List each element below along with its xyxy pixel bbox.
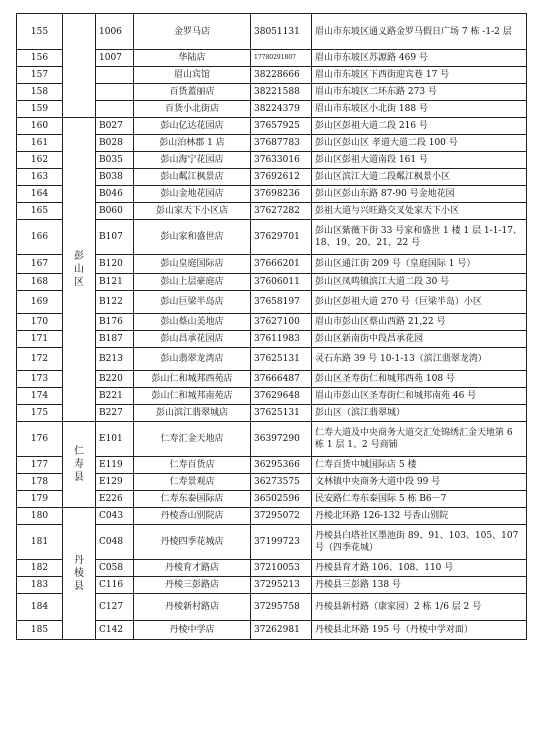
store-address: 丹棱北环路 126-132 号香山别院	[312, 508, 527, 525]
row-number: 172	[17, 348, 63, 371]
store-phone: 37210053	[251, 560, 312, 577]
row-number: 181	[17, 525, 63, 560]
store-name: 彭山家天下小区店	[134, 203, 251, 220]
store-phone: 37629648	[251, 388, 312, 405]
row-number: 162	[17, 152, 63, 169]
row-number: 157	[17, 67, 63, 84]
store-phone: 38228666	[251, 67, 312, 84]
store-name: 彭山亿达花园店	[134, 118, 251, 135]
row-number: 166	[17, 220, 63, 255]
store-address: 彭山区彭祖大道二段 216 号	[312, 118, 527, 135]
store-phone: 38051131	[251, 14, 312, 50]
row-number: 180	[17, 508, 63, 525]
store-address: 彭山区圣寿街仁和城邦西苑 108 号	[312, 371, 527, 388]
table-row	[17, 14, 527, 50]
row-number: 182	[17, 560, 63, 577]
store-address: 彭山区彭山东路 87-90 号金地花园	[312, 186, 527, 203]
row-number: 177	[17, 457, 63, 474]
store-phone: 37657925	[251, 118, 312, 135]
store-code: B046	[96, 186, 134, 203]
store-phone: 37611983	[251, 331, 312, 348]
store-phone: 37199723	[251, 525, 312, 560]
store-address: 彭山区通江街 209 号（皇庭国际 1 号）	[312, 255, 527, 274]
store-list-table	[16, 13, 526, 640]
store-address: 彭山区紫薇下街 33 号家和盛世 1 楼 1 层 1-1-17、18、19、20、21、22 号	[312, 220, 527, 255]
row-number: 156	[17, 50, 63, 67]
store-name: 彭山仁和城邦南苑店	[134, 388, 251, 405]
store-code: B227	[96, 405, 134, 422]
store-name: 丹棱新村路店	[134, 594, 251, 621]
store-name: 彭山家和盛世店	[134, 220, 251, 255]
store-code	[96, 84, 134, 101]
store-phone: 36502596	[251, 491, 312, 508]
store-code: B038	[96, 169, 134, 186]
store-code: C043	[96, 508, 134, 525]
store-name: 仁寿景观店	[134, 474, 251, 491]
store-name: 彭山翡翠龙湾店	[134, 348, 251, 371]
store-phone: 37625131	[251, 348, 312, 371]
store-name: 彭山昌承花园店	[134, 331, 251, 348]
store-address: 灵石东路 39 号 10-1-13（滨江翡翠龙湾）	[312, 348, 527, 371]
store-phone: 37629701	[251, 220, 312, 255]
store-phone: 37627282	[251, 203, 312, 220]
store-address: 彭祖大道与兴旺路交叉处家天下小区	[312, 203, 527, 220]
row-number: 179	[17, 491, 63, 508]
store-address: 眉山市彭山区圣寿街仁和城邦南苑 46 号	[312, 388, 527, 405]
store-address: 眉山市东坡区小北街 188 号	[312, 101, 527, 118]
row-number: 158	[17, 84, 63, 101]
table-row	[17, 508, 527, 525]
store-code: E119	[96, 457, 134, 474]
row-number: 165	[17, 203, 63, 220]
store-name: 丹棱香山别院店	[134, 508, 251, 525]
row-number: 176	[17, 422, 63, 457]
row-number: 173	[17, 371, 63, 388]
store-code: B027	[96, 118, 134, 135]
store-phone: 37692612	[251, 169, 312, 186]
store-address: 彭山区凤鸣镇滨江大道二段 30 号	[312, 274, 527, 291]
store-phone: 36273575	[251, 474, 312, 491]
store-code: B213	[96, 348, 134, 371]
store-code: B060	[96, 203, 134, 220]
store-phone: 37658197	[251, 291, 312, 314]
store-phone: 37698236	[251, 186, 312, 203]
store-code: C127	[96, 594, 134, 621]
store-name: 彭山粼江枫景店	[134, 169, 251, 186]
store-phone: 37262981	[251, 621, 312, 640]
store-address: 丹棱县北环路 195 号（丹棱中学对面）	[312, 621, 527, 640]
store-name: 彭山巨梁半岛店	[134, 291, 251, 314]
row-number: 184	[17, 594, 63, 621]
store-address: 眉山市东坡区苏源路 469 号	[312, 50, 527, 67]
row-number: 159	[17, 101, 63, 118]
store-code: C058	[96, 560, 134, 577]
store-phone: 37633016	[251, 152, 312, 169]
district-cell-blank	[63, 14, 96, 118]
row-number: 168	[17, 274, 63, 291]
store-phone: 36397290	[251, 422, 312, 457]
store-code: B107	[96, 220, 134, 255]
store-address: 彭山区（滨江翡翠城）	[312, 405, 527, 422]
row-number: 163	[17, 169, 63, 186]
store-address: 眉山市东坡区下西街迎宾巷 17 号	[312, 67, 527, 84]
store-code: B220	[96, 371, 134, 388]
store-name: 仁寿汇金天地店	[134, 422, 251, 457]
row-number: 183	[17, 577, 63, 594]
store-code: 1007	[96, 50, 134, 67]
row-number: 185	[17, 621, 63, 640]
store-address: 丹棱县新村路（康家园）2 栋 1/6 层 2 号	[312, 594, 527, 621]
store-name: 彭山仁和城邦西苑店	[134, 371, 251, 388]
store-address: 彭山区彭祖大道南段 161 号	[312, 152, 527, 169]
store-address: 彭山区彭山区 孝道大道二段 100 号	[312, 135, 527, 152]
store-phone: 17780291807	[251, 50, 312, 67]
district-cell	[63, 422, 96, 508]
store-code: E226	[96, 491, 134, 508]
row-number: 174	[17, 388, 63, 405]
store-code: C048	[96, 525, 134, 560]
store-name: 彭山海宁花园店	[134, 152, 251, 169]
store-name: 丹棱三彭路店	[134, 577, 251, 594]
table-row	[17, 422, 527, 457]
store-address: 仁寿大道及中央商务大道交汇处锦绣汇金天地第 6 栋 1 层 1、2 号商铺	[312, 422, 527, 457]
store-address: 眉山市彭山区蔡山西路 21,22 号	[312, 314, 527, 331]
store-phone: 37687783	[251, 135, 312, 152]
store-name: 百货小北街店	[134, 101, 251, 118]
store-name: 丹棱中学店	[134, 621, 251, 640]
store-address: 仁寿百货中城国际店 5 楼	[312, 457, 527, 474]
store-name: 彭山泊林郡 1 店	[134, 135, 251, 152]
store-phone: 37627100	[251, 314, 312, 331]
table-row	[17, 118, 527, 135]
row-number: 164	[17, 186, 63, 203]
store-code: C142	[96, 621, 134, 640]
row-number: 160	[17, 118, 63, 135]
store-address: 丹棱县三彭路 138 号	[312, 577, 527, 594]
store-code: E101	[96, 422, 134, 457]
store-code: 1006	[96, 14, 134, 50]
store-name: 彭山蔡山美地店	[134, 314, 251, 331]
store-code: B176	[96, 314, 134, 331]
store-phone: 37606011	[251, 274, 312, 291]
district-label: 彭山区	[74, 251, 84, 288]
store-address: 眉山市东坡区通义路金罗马假日广场 7 栋 -1-2 层	[312, 14, 527, 50]
store-address: 丹棱县育才路 106、108、110 号	[312, 560, 527, 577]
district-label: 丹棱县	[74, 555, 84, 592]
store-phone: 37666487	[251, 371, 312, 388]
row-number: 169	[17, 291, 63, 314]
row-number: 175	[17, 405, 63, 422]
store-address: 彭山区滨江大道二段粼江枫景小区	[312, 169, 527, 186]
store-name: 仁寿东泰国际店	[134, 491, 251, 508]
store-code: B035	[96, 152, 134, 169]
store-name: 彭山金地花园店	[134, 186, 251, 203]
store-code: B120	[96, 255, 134, 274]
store-code: E129	[96, 474, 134, 491]
store-code: B187	[96, 331, 134, 348]
store-phone: 37625131	[251, 405, 312, 422]
row-number: 167	[17, 255, 63, 274]
store-address: 文林镇中央商务大道中段 99 号	[312, 474, 527, 491]
store-code: B121	[96, 274, 134, 291]
store-address: 民安路仁寿东泰国际 5 栋 B6－7	[312, 491, 527, 508]
store-name: 彭山皇庭国际店	[134, 255, 251, 274]
store-phone: 37295213	[251, 577, 312, 594]
row-number: 171	[17, 331, 63, 348]
store-phone: 37666201	[251, 255, 312, 274]
store-code	[96, 67, 134, 84]
store-phone: 38224379	[251, 101, 312, 118]
store-phone: 36295366	[251, 457, 312, 474]
store-name: 彭山滨江翡翠城店	[134, 405, 251, 422]
store-address: 眉山市东坡区二环东路 273 号	[312, 84, 527, 101]
store-address: 彭山区彭祖大道 270 号（巨梁半岛）小区	[312, 291, 527, 314]
store-name: 丹棱育才路店	[134, 560, 251, 577]
store-name: 彭山上层豪庭店	[134, 274, 251, 291]
store-code: B122	[96, 291, 134, 314]
store-phone: 38221588	[251, 84, 312, 101]
store-code: B221	[96, 388, 134, 405]
store-code: C116	[96, 577, 134, 594]
row-number: 178	[17, 474, 63, 491]
row-number: 170	[17, 314, 63, 331]
store-code: B028	[96, 135, 134, 152]
store-name: 丹棱四季花城店	[134, 525, 251, 560]
store-name: 百货蓋丽店	[134, 84, 251, 101]
district-label: 仁寿县	[74, 446, 84, 483]
store-name: 眉山宾馆	[134, 67, 251, 84]
store-phone: 37295072	[251, 508, 312, 525]
store-address: 彭山区新南街中段昌承花园	[312, 331, 527, 348]
district-cell	[63, 118, 96, 422]
store-code	[96, 101, 134, 118]
store-phone: 37295758	[251, 594, 312, 621]
district-cell	[63, 508, 96, 640]
store-name: 华陆店	[134, 50, 251, 67]
store-name: 金罗马店	[134, 14, 251, 50]
row-number: 155	[17, 14, 63, 50]
store-name: 仁寿百货店	[134, 457, 251, 474]
row-number: 161	[17, 135, 63, 152]
store-address: 丹棱县白塔社区墨池街 89、91、103、105、107 号（四季花城）	[312, 525, 527, 560]
